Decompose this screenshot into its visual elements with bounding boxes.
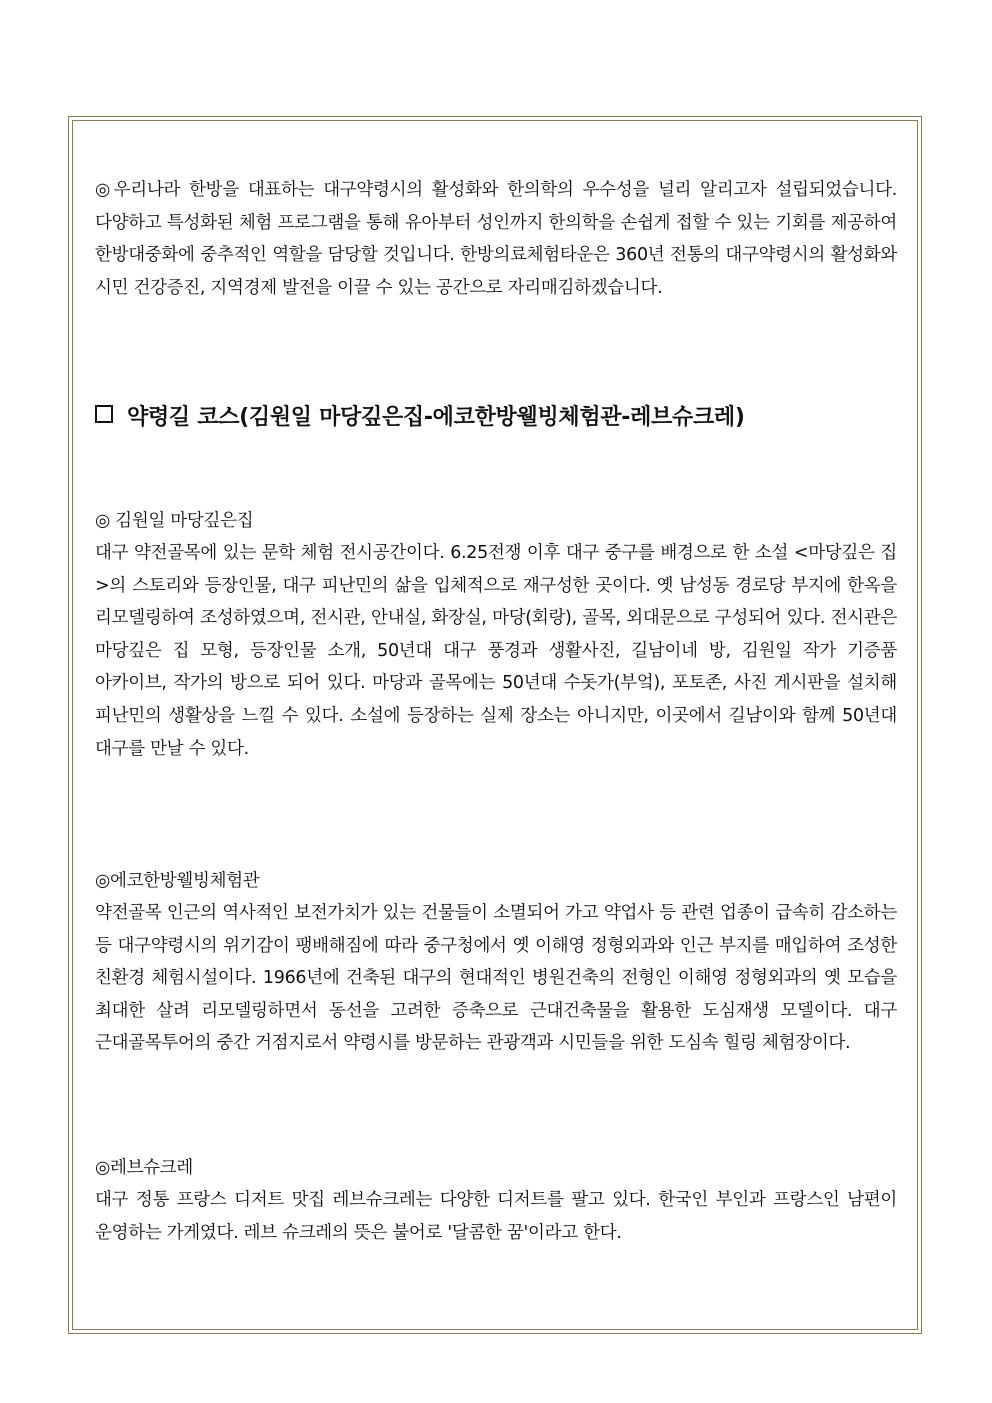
checkbox-square-icon: [95, 405, 113, 423]
section-title-reve: ◎레브슈크레: [95, 1158, 193, 1178]
intro-paragraph: ◎우리나라 한방을 대표하는 대구약령시의 활성화와 한의학의 우수성을 널리 알리고자 설립되었습니다. 다양하고 특성화된 체험 프로그램을 통해 유아부터 성인까지 한의학을 손쉽게 접할 수 있는 기회를 제공하여 한방대중화에 중추적인 역할을 담당할 것입니다. 한방의료체험타운은 360년 전통의 대구약령시의 활성화와 시민 건강증진, 지역경제 발전을 이끌 수 있는 공간으로 자리매김하겠습니다.: [95, 180, 897, 298]
course-heading: [95, 398, 897, 438]
section-body-eco: 약전골목 인근의 역사적인 보전가치가 있는 건물들이 소멸되어 가고 약업사 등 관련 업종이 급속히 감소하는 등 대구약령시의 위기감이 팽배해짐에 따라 중구청에서 옛 이해영 정형외과와 인근 부지를 매입하여 조성한 친환경 체험시설이다. 1966년에 건축된 대구의 현대적인 병원건축의 전형인 이해영 정형외과의 옛 모습을 최대한 살려 리모델링하면서 동선을 고려한 증축으로 근대건축물을 활용한 도심재생 모델이다. 대구 근대골목투어의 중간 거점지로서 약령시를 방문하는 관광객과 시민들을 위한 도심속 힐링 체험장이다.: [95, 903, 897, 1054]
section-body-madang: 대구 약전골목에 있는 문학 체험 전시공간이다. 6.25전쟁 이후 대구 중구를 배경으로 한 소설 <마당깊은 집>의 스토리와 등장인물, 대구 피난민의 삶을 입체적으로 재구성한 곳이다. 옛 남성동 경로당 부지에 한옥을 리모델링하여 조성하였으며, 전시관, 안내실, 화장실, 마당(회랑), 골목, 외대문으로 구성되어 있다. 전시관은 마당깊은 집 모형, 등장인물 소개, 50년대 대구 풍경과 생활사진, 길남이네 방, 김원일 작가 기증품 아카이브, 작가의 방으로 되어 있다. 마당과 골목에는 50년대 수돗가(부엌), 포토존, 사진 게시판을 설치해 피난민의 생활상을 느낄 수 있다. 소설에 등장하는 실제 장소는 아니지만, 이곳에서 길남이와 함께 50년대 대구를 만날 수 있다.: [95, 543, 897, 759]
section-title-madang: ◎ 김원일 마당깊은집: [95, 511, 254, 531]
section-title-eco: ◎에코한방웰빙체험관: [95, 871, 260, 891]
section-body-reve: 대구 정통 프랑스 디저트 맛집 레브슈크레는 다양한 디저트를 팔고 있다. 한국인 부인과 프랑스인 남편이 운영하는 가게였다. 레브 슈크레의 뜻은 불어로 '달콤한 꿈'이라고 한다.: [95, 1190, 897, 1243]
course-title-rest: (김원일 마당깊은집-에코한방웰빙체험관-레브슈크레): [239, 405, 745, 430]
course-title-bold: 약령길 코스: [127, 405, 240, 430]
